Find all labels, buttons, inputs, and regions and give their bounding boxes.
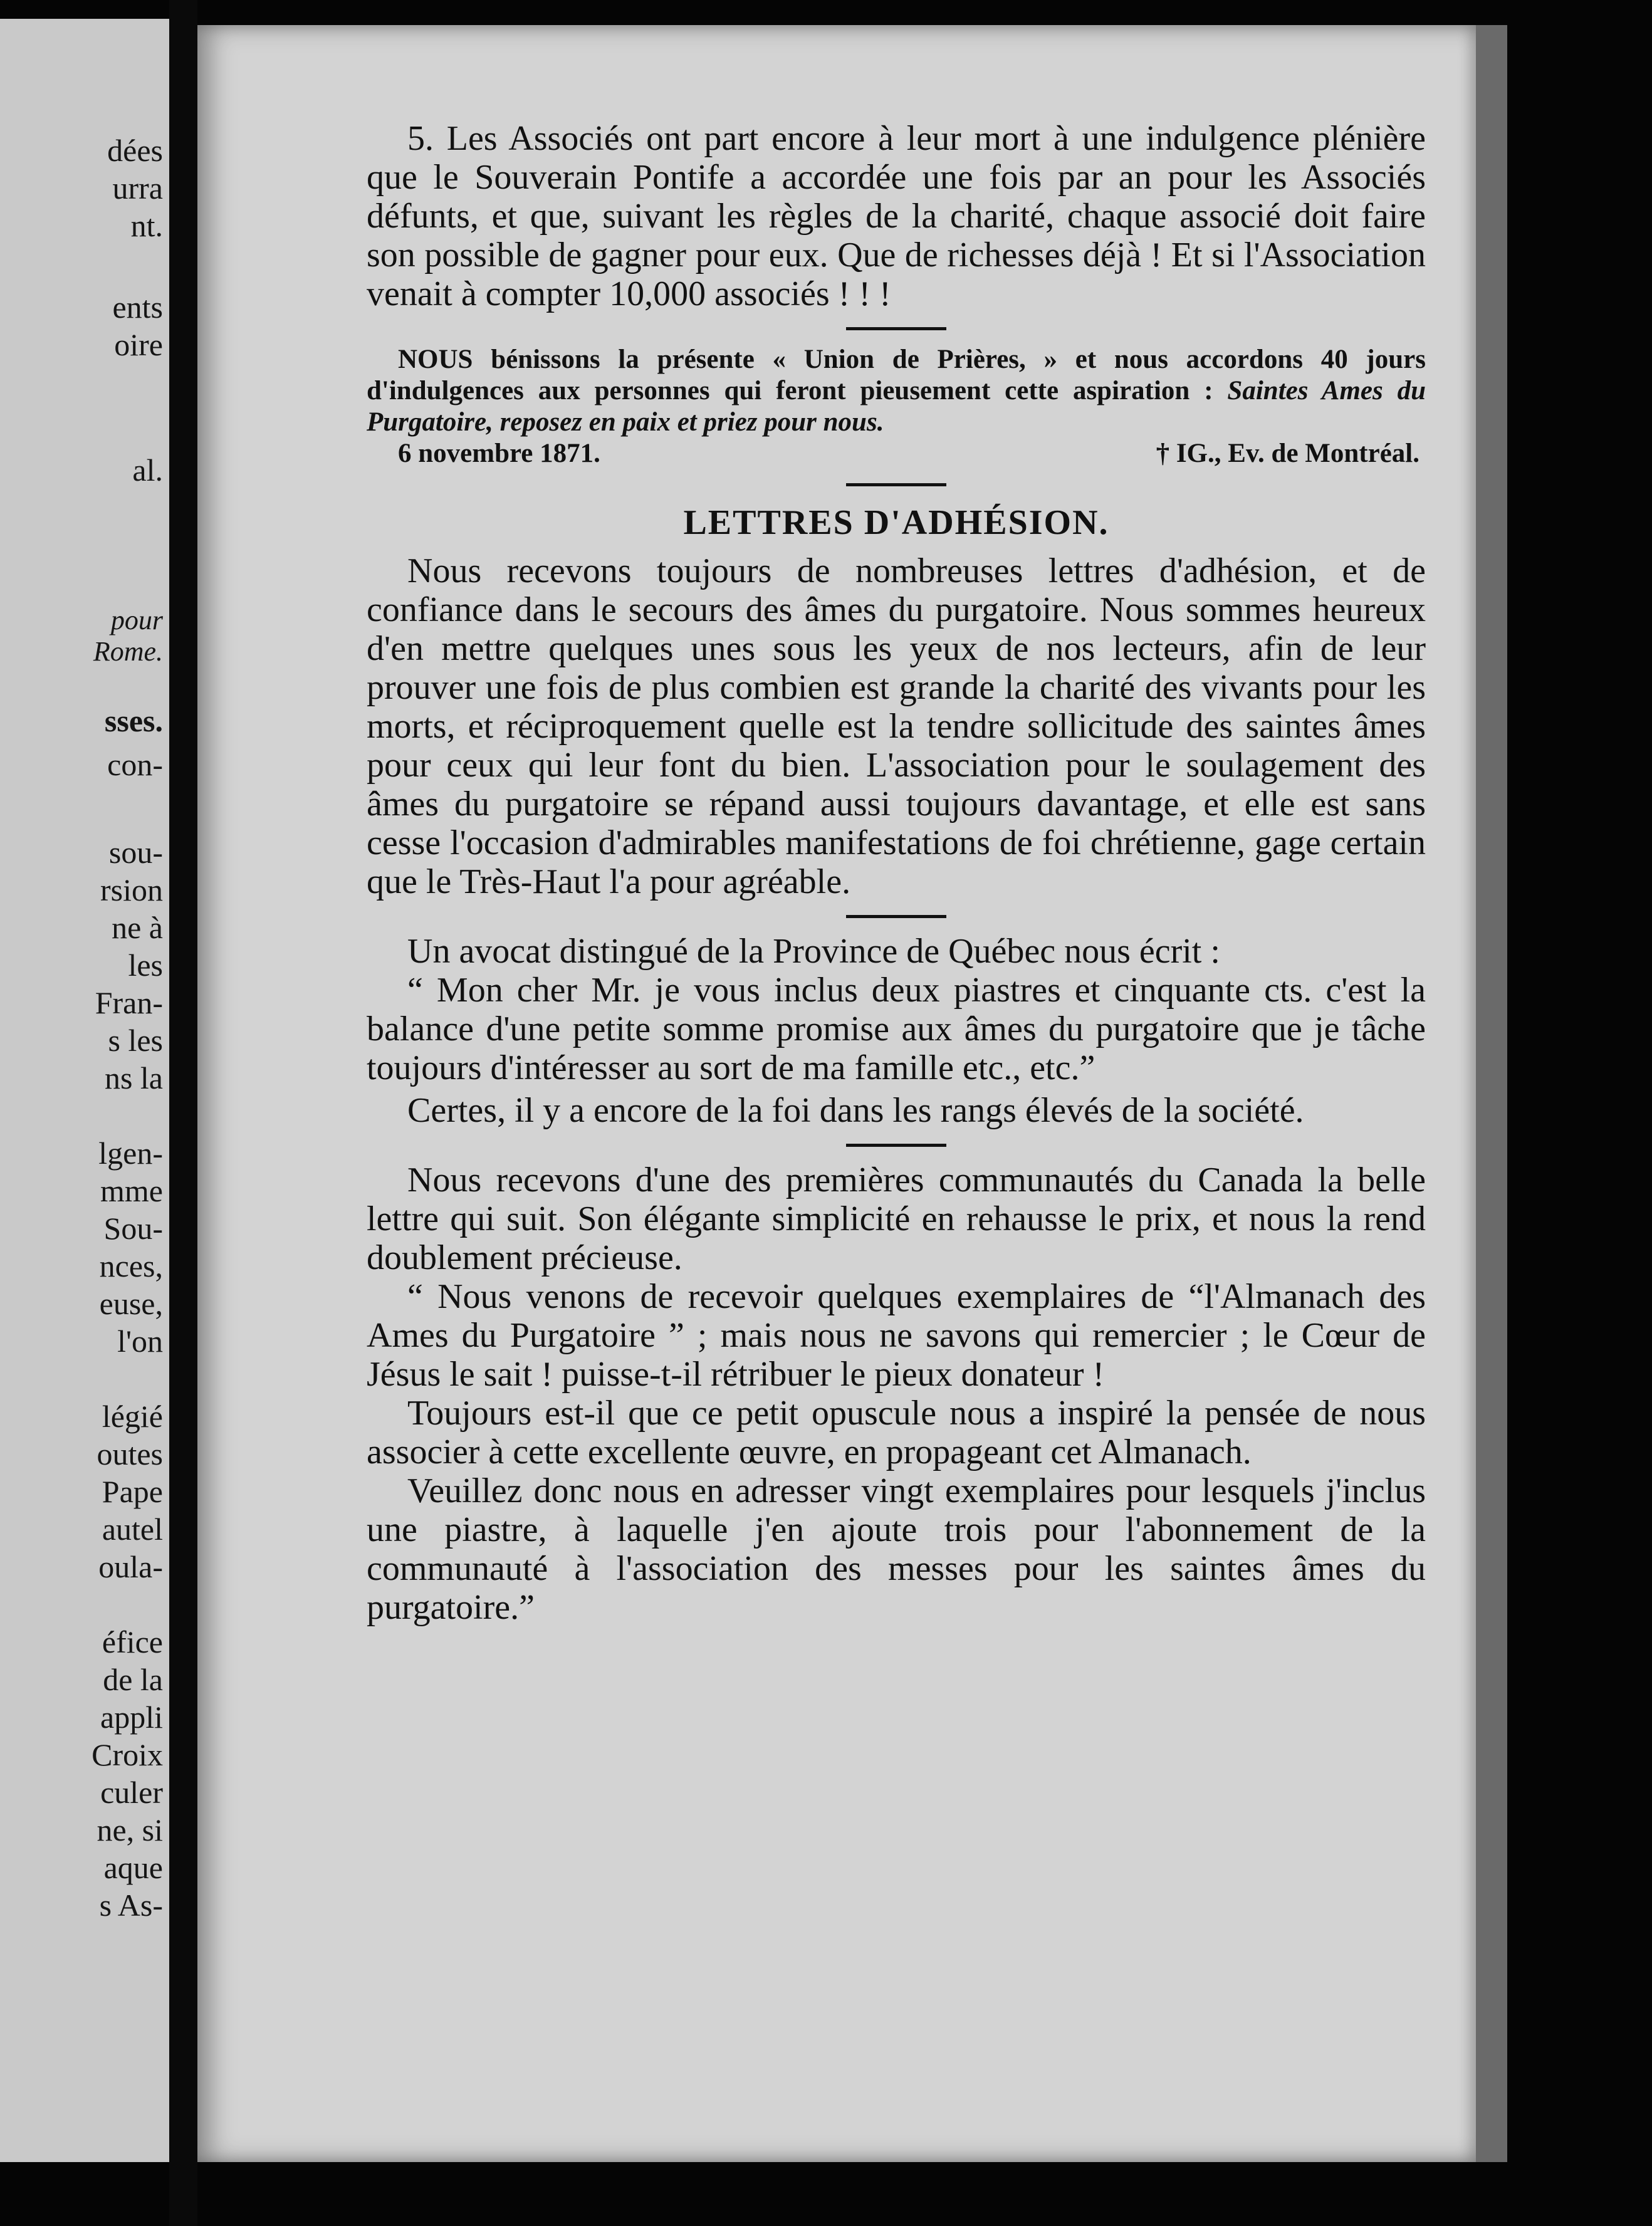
page-content [367, 119, 1426, 1627]
separator-rule [846, 327, 946, 330]
paragraph-community-quote-1: “ Nous venons de recevoir quelques exemplaires de “l'Almanach des Ames du Purgatoire ” ; mais nous ne savons qui remercier ; le Cœur de Jésus le sait ! puisse-t-il rétribuer le pieux donateur ! [367, 1277, 1426, 1394]
left-page-line: dées [107, 133, 163, 168]
left-page-line: ns la [104, 1060, 163, 1095]
left-page-line: al. [132, 452, 163, 488]
left-page-line: Rome. [93, 636, 163, 667]
left-page-line: sses. [104, 703, 163, 738]
left-page-line: autel [102, 1512, 163, 1547]
left-page-line: rsion [100, 872, 163, 907]
left-page-line: outes [97, 1436, 163, 1471]
paragraph-associes-indulgence: 5. Les Associés ont part encore à leur mort à une indulgence plénière que le Souverain Pontife a accordée une fois par an pour les Associés défunts, et que, suivant les règles de la charité, chaque associé doit faire son possible de gagner pour eux. Que de richesses déjà ! Et si l'Association venait à compter 10,000 associés ! ! ! [367, 119, 1426, 313]
left-page-line: légié [102, 1399, 163, 1434]
left-page-line: ents [112, 290, 163, 325]
notice-date: 6 novembre 1871. [398, 439, 600, 468]
left-page-line: urra [112, 170, 163, 206]
left-page-line: les [128, 948, 163, 983]
left-page-line: s les [108, 1023, 163, 1058]
left-page-line: culer [100, 1775, 163, 1810]
book-gutter [169, 0, 197, 2226]
page-edge-shadow [1476, 25, 1507, 2162]
left-page-line: Sou- [103, 1211, 163, 1246]
left-page-line: oire [114, 327, 163, 362]
left-page-line: Fran- [95, 985, 163, 1020]
notice-prayer: Saintes Ames du Purgatoire, reposez en paix et priez pour nous. [367, 376, 1426, 437]
left-page-line: de la [103, 1662, 163, 1697]
left-page-line: con- [107, 747, 163, 782]
left-page-line: lgen- [98, 1136, 163, 1171]
section-heading: LETTRES D'ADHÉSION. [683, 503, 1109, 542]
separator-rule [846, 1144, 946, 1147]
left-facing-page [0, 19, 169, 2162]
left-page-line: mme [100, 1173, 163, 1208]
left-page-line: éfice [102, 1624, 163, 1659]
paragraph-community-quote-3: Veuillez donc nous en adresser vingt exemplaires pour lesquels j'inclus une piastre, à laquelle j'en ajoute trois pour l'abonnement de la communauté à l'association des messes pour les saintes âmes du purgatoire.” [367, 1471, 1426, 1627]
left-page-line: aque [103, 1850, 163, 1885]
left-page-line: sou- [108, 835, 163, 870]
main-page [197, 25, 1476, 2162]
left-page-line: nt. [130, 208, 163, 243]
notice-text: NOUS bénissons la présente « Union de Prières, » et nous accordons 40 jours d'indulgences aux personnes qui feront pieusement cette aspiration : [367, 345, 1426, 405]
left-page-line: ne à [112, 910, 163, 945]
left-page-line: ne, si [97, 1812, 163, 1847]
notice-signature: † IG., Ev. de Montréal. [1156, 439, 1419, 468]
separator-rule [846, 915, 946, 918]
left-page-line: nces, [99, 1248, 163, 1283]
left-page-line: euse, [99, 1286, 163, 1321]
left-page-line: s As- [99, 1888, 163, 1923]
left-page-line: oula- [98, 1549, 163, 1584]
left-page-line: Croix [91, 1737, 163, 1772]
episcopal-notice [367, 344, 1426, 438]
paragraph-lawyer-intro: Un avocat distingué de la Province de Québec nous écrit : [407, 932, 1220, 971]
left-page-line: Pape [102, 1474, 163, 1509]
notice-signature-row [367, 438, 1426, 469]
paragraph-community-intro: Nous recevons d'une des premières communautés du Canada la belle lettre qui suit. Son élégante simplicité en rehausse le prix, et nous la rend doublement précieuse. [367, 1161, 1426, 1277]
paragraph-community-quote-2: Toujours est-il que ce petit opuscule nous a inspiré la pensée de nous associer à cette excellente œuvre, en propageant cet Almanach. [367, 1394, 1426, 1471]
paragraph-intro: Nous recevons toujours de nombreuses lettres d'adhésion, et de confiance dans le secours des âmes du purgatoire. Nous sommes heureux d'en mettre quelques unes sous les yeux de nos lecteurs, afin de leur prouver une fois de plus combien est grande la charité des vivants pour les morts, et réciproquement quelle est la tendre sollicitude des saintes âmes pour ceux qui leur font du bien. L'association pour le soulagement des âmes du purgatoire se répand aussi toujours davantage, et elle est sans cesse l'occasion d'admirables manifestations de foi chrétienne, gage certain que le Très-Haut l'a pour agréable. [367, 551, 1426, 901]
paragraph-lawyer-quote: “ Mon cher Mr. je vous inclus deux piastres et cinquante cts. c'est la balance d'une petite somme promise aux âmes du purgatoire que je tâche toujours d'intéresser au sort de ma famille etc., etc.” [367, 971, 1426, 1087]
left-page-line: l'on [117, 1324, 163, 1359]
left-page-line: appli [100, 1700, 163, 1735]
paragraph-lawyer-comment: Certes, il y a encore de la foi dans les rangs élevés de la société. [407, 1091, 1304, 1130]
left-page-line: pour [110, 605, 163, 635]
separator-rule [846, 483, 946, 486]
